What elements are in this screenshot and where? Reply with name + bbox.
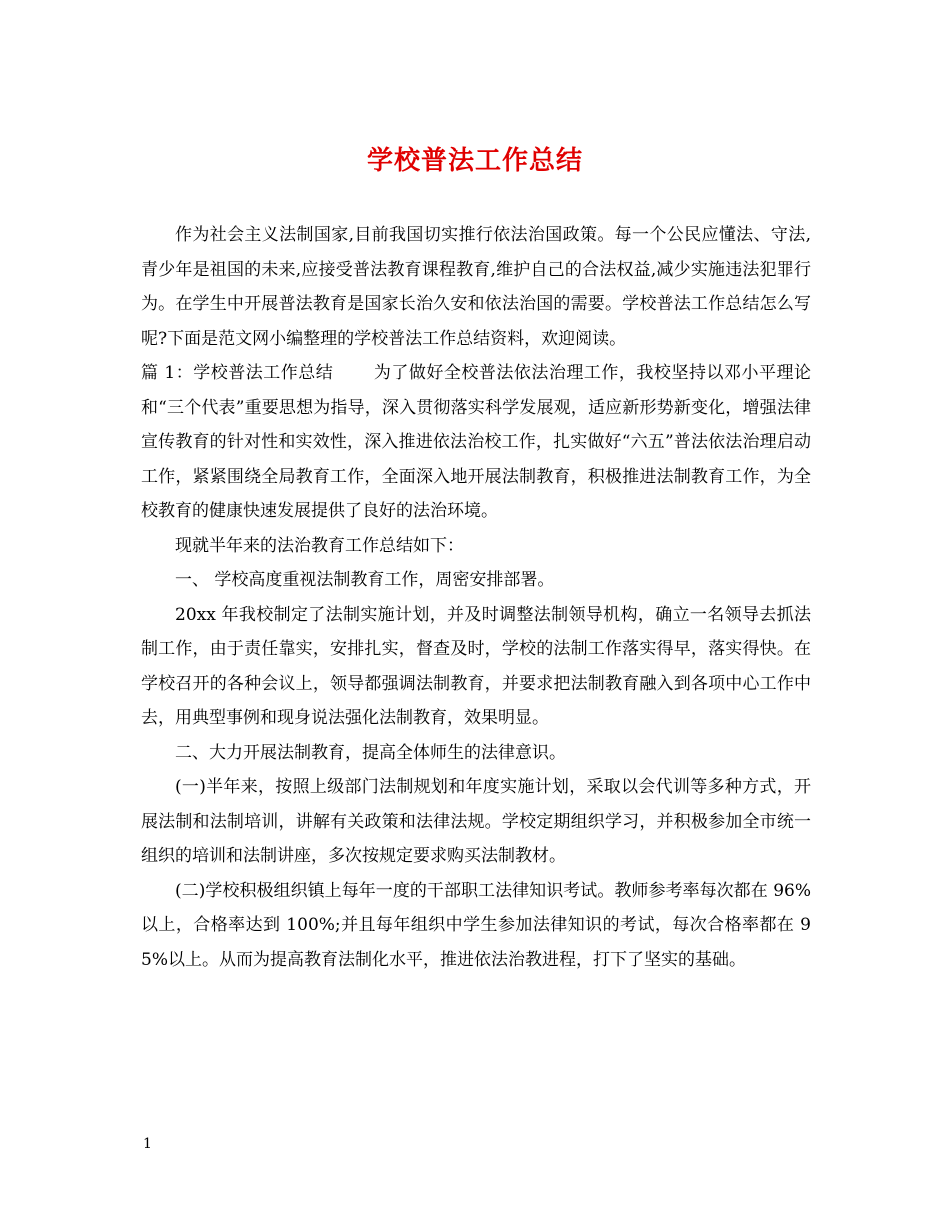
page-number: 1 xyxy=(143,1136,152,1152)
paragraph-three: (二)学校积极组织镇上每年一度的干部职工法律知识考试。教师参考率每次都在 96%以上，合格率达到 100%;并且每年组织中学生参加法律知识的考试，每次合格率都在 95%以上。从而为提高教育法制化水平，推进依法治教进程，打下了坚实的基础。 xyxy=(141,880,811,970)
section1-paragraph xyxy=(141,356,811,529)
document-body xyxy=(141,218,811,977)
section1-label: 篇 1：学校普法工作总结 xyxy=(141,363,334,383)
heading-one: 一、 学校高度重视法制教育工作，周密安排部署。 xyxy=(175,570,555,590)
section1-text: 为了做好全校普法依法治理工作，我校坚持以邓小平理论和“三个代表”重要思想为指导，深入贯彻落实科学发展观，适应新形势新变化，增强法律宣传教育的针对性和实效性，深入推进依法治校工作，扎实做好“六五”普法依法治理启动工作，紧紧围绕全局教育工作，全面深入地开展法制教育，积极推进法制教育工作，为全校教育的健康快速发展提供了良好的法治环境。 xyxy=(141,363,811,521)
paragraph-two: (一)半年来，按照上级部门法制规划和年度实施计划，采取以会代训等多种方式，开展法制和法制培训，讲解有关政策和法律法规。学校定期组织学习，并积极参加全市统一组织的培训和法制讲座，多次按规定要求购买法制教材。 xyxy=(141,777,811,866)
document-title: 学校普法工作总结 xyxy=(366,146,583,176)
summary-line: 现就半年来的法治教育工作总结如下： xyxy=(175,535,464,556)
heading-two: 二、大力开展法制教育，提高全体师生的法律意识。 xyxy=(175,742,566,763)
paragraph-one: 20xx 年我校制定了法制实施计划，并及时调整法制领导机构，确立一名领导去抓法制工作，由于责任靠实，安排扎实，督查及时，学校的法制工作落实得早，落实得快。在学校召开的各种会议上，领导都强调法制教育，并要求把法制教育融入到各项中心工作中去，用典型事例和现身说法强化法制教育，效果明显。 xyxy=(141,604,811,728)
intro-paragraph: 作为社会主义法制国家,目前我国切实推行依法治国政策。每一个公民应懂法、守法,青少年是祖国的未来,应接受普法教育课程教育,维护自己的合法权益,减少实施违法犯罪行为。在学生中开展普法教育是国家长治久安和依法治国的需要。学校普法工作总结怎么写呢?下面是范文网小编整理的学校普法工作总结资料，欢迎阅读。 xyxy=(141,225,811,349)
